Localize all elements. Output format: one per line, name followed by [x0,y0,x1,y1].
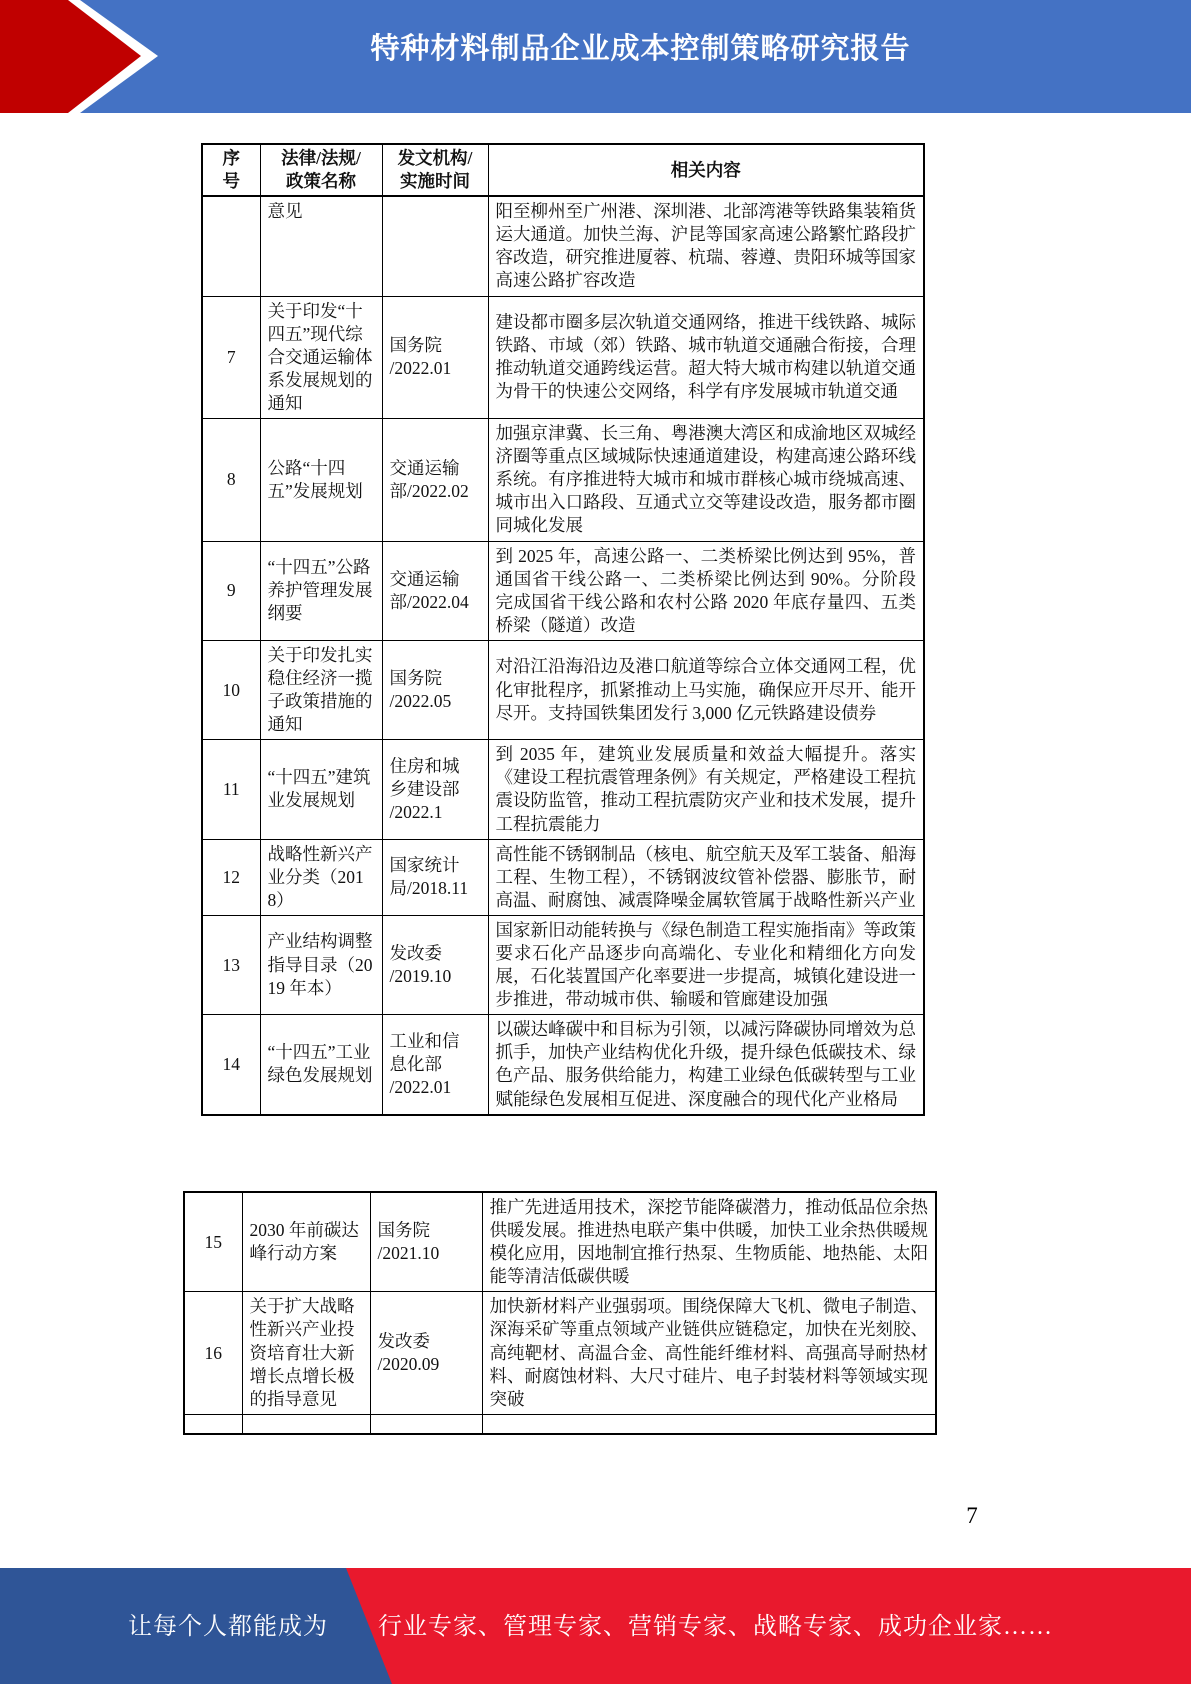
content-cell: 加快新材料产业强弱项。围绕保障大飞机、微电子制造、深海采矿等重点领域产业链供应链稳定，加快在光刻胶、高纯靶材、高温合金、高性能纤维材料、高强高导耐热材料、耐腐蚀材料、大尺寸硅片、电子封装材料等领域实现突破 [482,1292,936,1414]
row-number-cell: 9 [202,541,260,640]
policy-name-cell: “十四五”公路养护管理发展纲要 [260,541,382,640]
policy-name-cell: 2030 年前碳达峰行动方案 [242,1192,370,1292]
agency-date-cell: 国务院 /2022.01 [382,296,488,418]
agency-date-cell: 交通运输 部/2022.02 [382,419,488,541]
content-cell: 到 2025 年，高速公路一、二类桥梁比例达到 95%，普通国省干线公路一、二类桥梁比例达到 90%。分阶段完成国省干线公路和农村公路 2020 年底存量四、五类桥梁（隧道）改造 [488,541,924,640]
header-cell-content: 相关内容 [488,144,924,196]
footer-slogan-left: 让每个人都能成为 [128,1614,328,1640]
table-header-row [202,144,924,196]
agency-date-cell: 发改委 /2019.10 [382,915,488,1014]
row-number-cell [202,196,260,296]
policy-name-cell: “十四五”建筑业发展规划 [260,740,382,839]
content-cell: 建设都市圈多层次轨道交通网络，推进干线铁路、城际铁路、市域（郊）铁路、城市轨道交通融合衔接，合理推动轨道交通跨线运营。超大特大城市构建以轨道交通为骨干的快速公交网络，科学有序发展城市轨道交通 [488,296,924,418]
agency-date-cell: 住房和城 乡建设部 /2022.1 [382,740,488,839]
policy-table [201,143,923,1116]
row-number-cell: 16 [184,1292,242,1414]
policy-name-cell: 公路“十四五”发展规划 [260,419,382,541]
agency-date-cell: 国务院 /2021.10 [370,1192,482,1292]
row-number-cell: 10 [202,640,260,739]
page-header [0,0,1191,113]
content-cell: 以碳达峰碳中和目标为引领，以减污降碳协同增效为总抓手，加快产业结构优化升级，提升绿色低碳技术、绿色产品、服务供给能力，构建工业绿色低碳转型与工业赋能绿色发展相互促进、深度融合的现代化产业格局 [488,1015,924,1115]
policy-name-cell: “十四五”工业绿色发展规划 [260,1015,382,1115]
header-cell-policy-name: 法律/法规/ 政策名称 [260,144,382,196]
row-number-cell: 13 [202,915,260,1014]
row-number-cell [184,1414,242,1434]
table-row [184,1414,936,1434]
policy-name-cell: 关于印发扎实稳住经济一揽子政策措施的通知 [260,640,382,739]
table-row [202,740,924,839]
page-number: 7 [966,1503,978,1528]
agency-date-cell: 国家统计 局/2018.11 [382,839,488,915]
row-number-cell: 7 [202,296,260,418]
content-cell: 到 2035 年，建筑业发展质量和效益大幅提升。落实《建设工程抗震管理条例》有关规定，严格建设工程抗震设防监管，推动工程抗震防灾产业和技术发展，提升工程抗震能力 [488,740,924,839]
content-cell: 国家新旧动能转换与《绿色制造工程实施指南》等政策要求石化产品逐步向高端化、专业化和精细化方向发展，石化装置国产化率要进一步提高，城镇化建设进一步推进，带动城市供、输暖和管廊建设加强 [488,915,924,1014]
table-row [202,296,924,418]
table-row [202,196,924,296]
table-row [202,640,924,739]
footer-banner [0,1568,1191,1684]
table-row [202,915,924,1014]
table-row [202,419,924,541]
row-number-cell: 15 [184,1192,242,1292]
header-cell-number: 序 号 [202,144,260,196]
agency-date-cell [370,1414,482,1434]
table-row [184,1192,936,1292]
row-number-cell: 12 [202,839,260,915]
policy-name-cell: 战略性新兴产业分类（2018） [260,839,382,915]
header-cell-agency-date: 发文机构/ 实施时间 [382,144,488,196]
agency-date-cell [382,196,488,296]
content-cell [482,1414,936,1434]
table-row [202,839,924,915]
row-number-cell: 14 [202,1015,260,1115]
policy-name-cell [242,1414,370,1434]
policy-name-cell: 关于扩大战略性新兴产业投资培育壮大新增长点增长极的指导意见 [242,1292,370,1414]
content-cell: 加强京津冀、长三角、粤港澳大湾区和成渝地区双城经济圈等重点区域城际快速通道建设，构建高速公路环线系统。有序推进特大城市和城市群核心城市绕城高速、城市出入口路段、互通式立交等建设改造，服务都市圈同城化发展 [488,419,924,541]
content-cell: 高性能不锈钢制品（核电、航空航天及军工装备、船海工程、生物工程），不锈钢波纹管补偿器、膨胀节，耐高温、耐腐蚀、减震降噪金属软管属于战略性新兴产业 [488,839,924,915]
row-number-cell: 8 [202,419,260,541]
agency-date-cell: 交通运输 部/2022.04 [382,541,488,640]
agency-date-cell: 发改委 /2020.09 [370,1292,482,1414]
content-cell: 阳至柳州至广州港、深圳港、北部湾港等铁路集装箱货运大通道。加快兰海、沪昆等国家高速公路繁忙路段扩容改造，研究推进厦蓉、杭瑞、蓉遵、贵阳环城等国家高速公路扩容改造 [488,196,924,296]
policy-name-cell: 关于印发“十四五”现代综合交通运输体系发展规划的通知 [260,296,382,418]
agency-date-cell: 国务院 /2022.05 [382,640,488,739]
policy-name-cell: 产业结构调整指导目录（2019 年本） [260,915,382,1014]
row-number-cell: 11 [202,740,260,839]
footer-slogan-right: 行业专家、管理专家、营销专家、战略专家、成功企业家…… [378,1614,1053,1640]
report-title: 特种材料制品企业成本控制策略研究报告 [370,32,911,65]
content-cell: 推广先进适用技术，深挖节能降碳潜力，推动低品位余热供暖发展。推进热电联产集中供暖，加快工业余热供暖规模化应用，因地制宜推行热泵、生物质能、地热能、太阳能等清洁低碳供暖 [482,1192,936,1292]
table-row [202,541,924,640]
table-row [184,1292,936,1414]
content-cell: 对沿江沿海沿边及港口航道等综合立体交通网工程，优化审批程序，抓紧推动上马实施，确保应开尽开、能开尽开。支持国铁集团发行 3,000 亿元铁路建设债券 [488,640,924,739]
policy-table-continued [183,1191,935,1435]
agency-date-cell: 工业和信 息化部 /2022.01 [382,1015,488,1115]
table-row [202,1015,924,1115]
policy-name-cell: 意见 [260,196,382,296]
